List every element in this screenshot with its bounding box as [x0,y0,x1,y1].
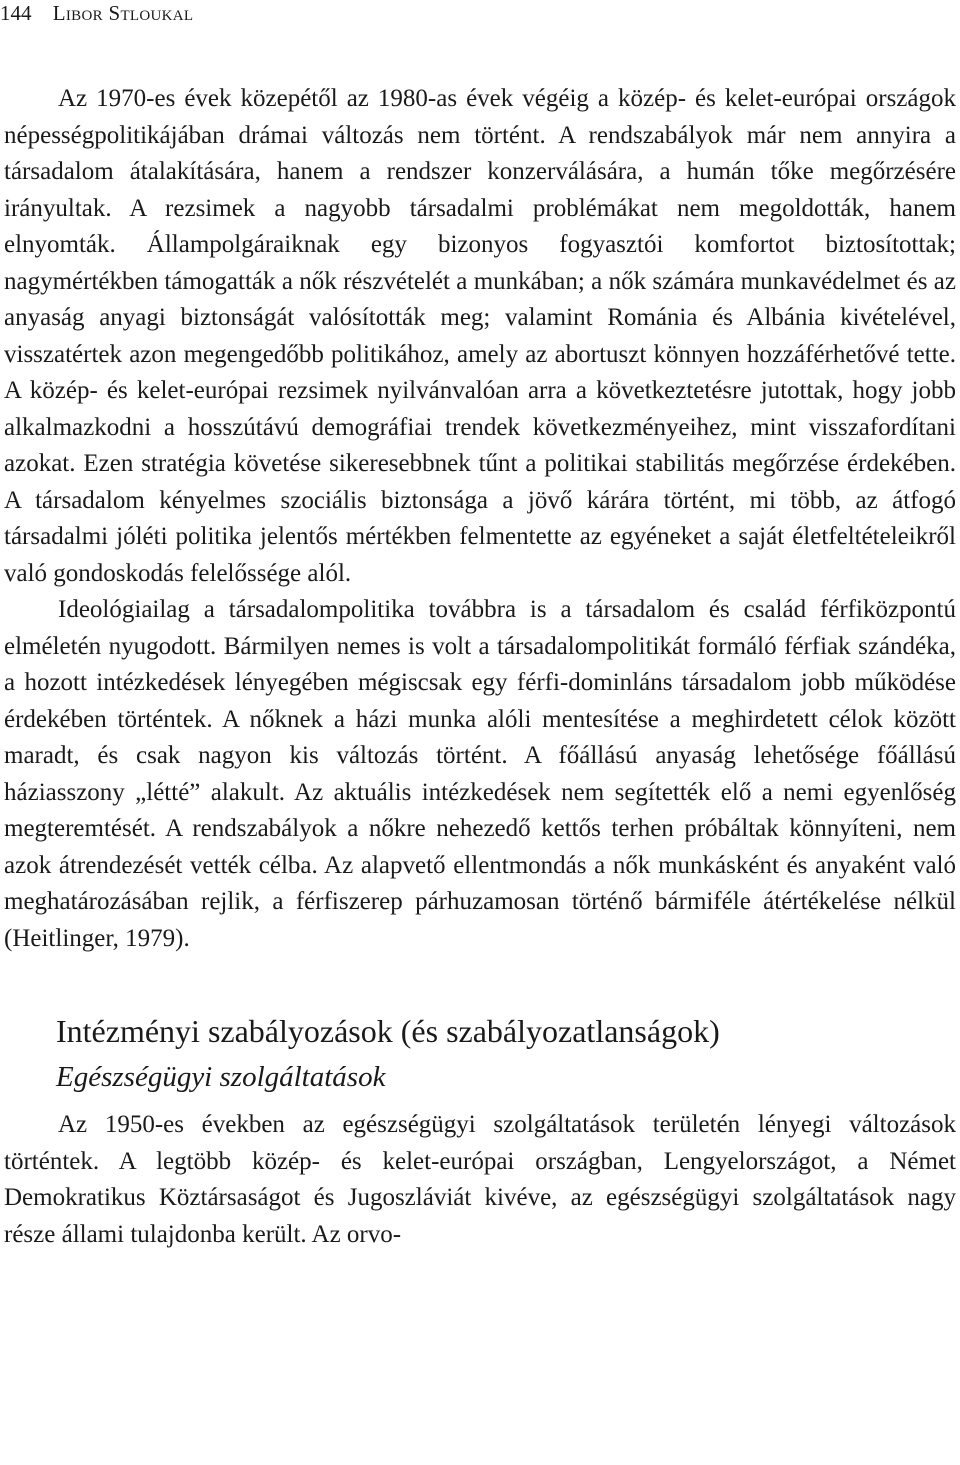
running-header [0,0,193,26]
section-heading: Intézményi szabályozások (és szabályozatlanságok) [56,1013,720,1049]
subsection-heading: Egészségügyi szolgáltatások [56,1061,386,1093]
paragraph: Az 1950-es években az egészségügyi szolgáltatások területén lényegi változások történtek. A legtöbb közép- és kelet-európai országban, Lengyelországot, a Német Demokratikus Köztársaságot és Jugoszláviát kivéve, az egészségügyi szolgáltatások nagy része állami tulajdonba került. Az orvo- [4,1111,956,1248]
paragraph: Ideológiailag a társadalompolitika továbbra is a társadalom és család férfiközpontú elméletén nyugodott. Bármilyen nemes is volt a társadalompolitikát formáló férfiak szándéka, a hozott intézkedések lényegében mégiscsak egy férfi-dominláns társadalom jobb működése érdekében történtek. A nőknek a házi munka alóli mentesítése a meghirdetett célok között maradt, és csak nagyon kis változás történt. A főállású anyaság lehetősége főállású háziasszony „létté” alakult. Az aktuális intézkedések nem segítették elő a nemi egyenlőség megteremtését. A rendszabályok a nőkre nehezedő kettős terhen próbáltak könnyíteni, nem azok átrendezését vették célba. Az alapvető ellentmondás a nők munkásként és anyaként való meghatározásában rejlik, a férfiszerep párhuzamosan történő bármiféle átértékelése nélkül (Heitlinger, 1979). [4,596,956,952]
body-text [4,81,956,1253]
running-head-author: Libor Stloukal [52,1,194,25]
page-number: 144 [0,1,32,25]
paragraph: Az 1970-es évek közepétől az 1980-as évek végéig a közép- és kelet-európai országok népességpolitikájában drámai változás nem történt. A rendszabályok már nem annyira a társadalom átalakítására, hanem a rendszer konzerválására, a humán tőke megőrzésére irányultak. A rezsimek a nagyobb társadalmi problémákat nem megoldották, hanem elnyomták. Állampolgáraiknak egy bizonyos fogyasztói komfortot biztosítottak; nagymértékben támogatták a nők részvételét a munkában; a nők számára munkavédelmet és az anyaság anyagi biztonságát valósították meg; valamint Románia és Albánia kivételével, visszatértek azon megengedőbb politikához, amely az abortuszt könnyen hozzáférhetővé tette. A közép- és kelet-európai rezsimek nyilvánvalóan arra a következtetésre jutottak, hogy jobb alkalmazkodni a hosszútávú demográfiai trendek következményeihez, mint visszafordítani azokat. Ezen stratégia követése sikeresebbnek tűnt a politikai stabilitás megőrzése érdekében. A társadalom kényelmes szociális biztonsága a jövő kárára történt, mi több, az átfogó társadalmi jóléti politika jelentős mértékben felmentette az egyéneket a saját életfeltételeikről való gondoskodás felelőssége alól. [4,85,956,587]
